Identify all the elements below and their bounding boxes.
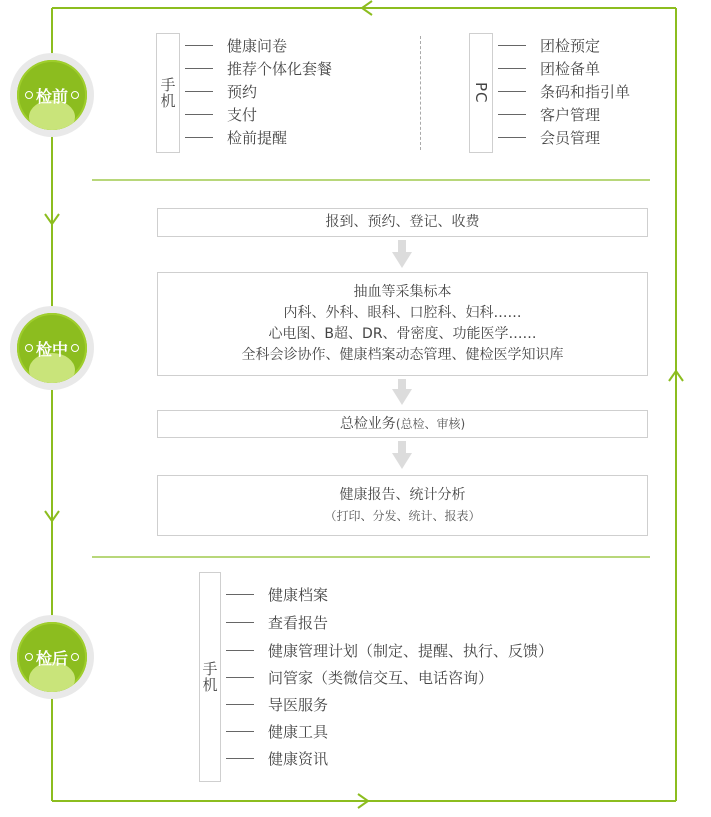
pre-mobile-item: 预约 [185, 81, 257, 102]
pre-pc-item: 条码和指引单 [498, 81, 630, 102]
step-exam-line: 内科、外科、眼科、口腔科、妇科…… [283, 305, 522, 321]
down-arrow-1-icon [398, 240, 406, 254]
pre-separator [420, 36, 421, 150]
dot-icon [25, 91, 33, 99]
divider-mid-post [92, 556, 650, 558]
pre-pc-item: 客户管理 [498, 104, 600, 125]
pre-mobile-item: 支付 [185, 104, 257, 125]
post-item: 查看报告 [226, 612, 328, 633]
post-item: 健康档案 [226, 584, 328, 605]
step-checkin [157, 208, 648, 237]
pre-mobile-item: 检前提醒 [185, 127, 287, 148]
stage-after-label: 检后 [35, 648, 68, 668]
post-mobile-label: 手机 [199, 572, 221, 782]
pre-pc-item: 团检备单 [498, 58, 600, 79]
post-item: 健康资讯 [226, 748, 328, 769]
step-exam-line: 抽血等采集标本 [353, 284, 452, 300]
stage-during-badge [10, 306, 94, 390]
dot-icon [71, 653, 79, 661]
dot-icon [71, 344, 79, 352]
pre-mobile-label: 手机 [156, 33, 180, 153]
post-item: 健康工具 [226, 721, 328, 742]
pre-pc-label: PC [469, 33, 493, 153]
step-report-sub: （打印、分发、统计、报表） [324, 508, 481, 523]
dot-icon [25, 653, 33, 661]
step-review [157, 410, 648, 438]
stage-before-label: 检前 [35, 86, 68, 106]
step-checkin-label: 报到、预约、登记、收费 [325, 214, 480, 230]
divider-pre-mid [92, 179, 650, 181]
post-item: 导医服务 [226, 694, 328, 715]
stage-after-badge [10, 615, 94, 699]
pre-pc-item: 团检预定 [498, 35, 600, 56]
step-review-label: 总检业务 [339, 415, 396, 432]
post-item: 健康管理计划（制定、提醒、执行、反馈） [226, 640, 553, 661]
stage-during-label: 检中 [35, 339, 68, 359]
step-exam-line: 心电图、B超、DR、骨密度、功能医学…… [268, 326, 537, 342]
down-arrow-3-icon [398, 441, 406, 455]
step-report [157, 475, 648, 536]
step-review-sub: (总检、审核) [395, 416, 466, 431]
step-report-label: 健康报告、统计分析 [339, 486, 466, 503]
step-exam [157, 272, 648, 376]
pre-pc-item: 会员管理 [498, 127, 600, 148]
step-exam-line: 全科会诊协作、健康档案动态管理、健检医学知识库 [241, 347, 564, 363]
post-item: 问管家（类微信交互、电话咨询） [226, 667, 493, 688]
stage-before-badge [10, 53, 94, 137]
dot-icon [71, 91, 79, 99]
dot-icon [25, 344, 33, 352]
pre-mobile-item: 推荐个体化套餐 [185, 58, 332, 79]
pre-mobile-item: 健康问卷 [185, 35, 287, 56]
